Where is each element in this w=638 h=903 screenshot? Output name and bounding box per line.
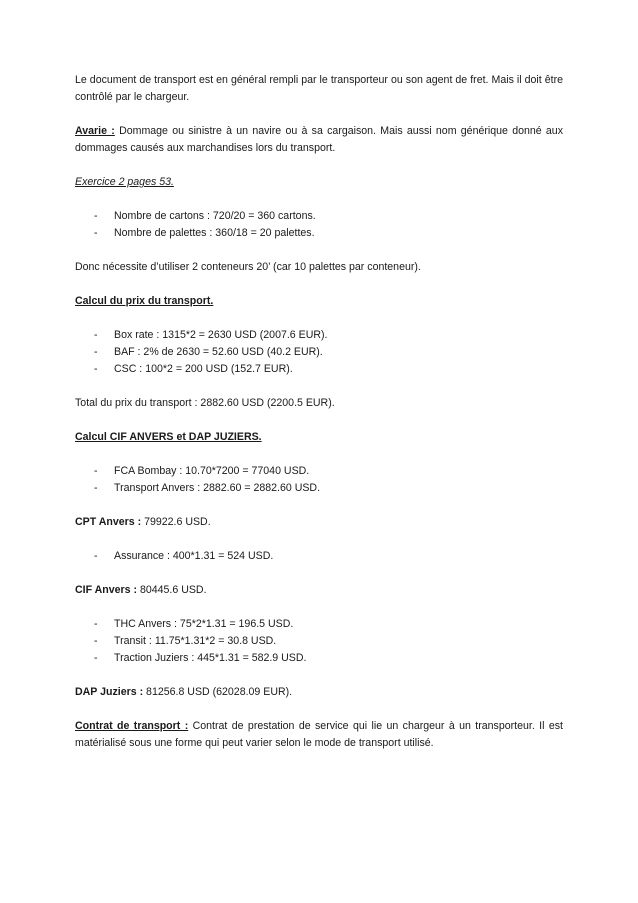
exercise-conclusion-text: Donc nécessite d’utiliser 2 conteneurs 20’ (car 10 palettes par conteneur).: [75, 261, 421, 273]
dash-bullet: -: [94, 618, 98, 630]
list-item: [94, 327, 563, 344]
cpt-line: [75, 514, 563, 531]
list-item-text: Nombre de cartons : 720/20 = 360 cartons.: [114, 210, 316, 222]
list-item: [94, 633, 563, 650]
list-item: [94, 208, 563, 225]
intro-text: Le document de transport est en général rempli par le transporteur ou son agent de fret. Mais il doit être contrôlé par le chargeur.: [75, 74, 563, 103]
section-heading: Calcul CIF ANVERS et DAP JUZIERS.: [75, 431, 262, 443]
total-text: Total du prix du transport : 2882.60 USD (2200.5 EUR).: [75, 397, 335, 409]
list-item-text: Traction Juziers : 445*1.31 = 582.9 USD.: [114, 652, 307, 664]
dash-bullet: -: [94, 227, 98, 239]
dash-bullet: -: [94, 482, 98, 494]
list-item: [94, 344, 563, 361]
list-item-text: CSC : 100*2 = 200 USD (152.7 EUR).: [114, 363, 293, 375]
dash-bullet: -: [94, 329, 98, 341]
dap-label: DAP Juziers :: [75, 686, 144, 698]
list-item-text: BAF : 2% de 2630 = 52.60 USD (40.2 EUR).: [114, 346, 323, 358]
avarie-paragraph: [75, 123, 563, 157]
list-item-text: Transport Anvers : 2882.60 = 2882.60 USD.: [114, 482, 321, 494]
cif-list: [75, 616, 563, 667]
list-item: [94, 616, 563, 633]
exercise-title-text: Exercice 2 pages 53.: [75, 176, 174, 188]
dap-line: [75, 684, 563, 701]
list-item: [94, 548, 563, 565]
contract-paragraph: [75, 718, 563, 752]
avarie-definition: Dommage ou sinistre à un navire ou à sa cargaison. Mais aussi nom générique donné aux dommages causés aux marchandises lors du transport.: [75, 125, 563, 154]
cif-dap-list: [75, 463, 563, 497]
contract-definition: Contrat de prestation de service qui lie un chargeur à un transporteur. Il est matérialisé sous une forme qui peut varier selon le mode de transport utilisé.: [75, 720, 563, 749]
list-item-text: FCA Bombay : 10.70*7200 = 77040 USD.: [114, 465, 310, 477]
list-item: [94, 225, 563, 242]
cpt-label: CPT Anvers :: [75, 516, 142, 528]
cpt-value: 79922.6 USD.: [141, 516, 211, 528]
list-item-text: THC Anvers : 75*2*1.31 = 196.5 USD.: [114, 618, 294, 630]
cpt-list: [75, 548, 563, 565]
list-item-text: Transit : 11.75*1.31*2 = 30.8 USD.: [114, 635, 277, 647]
dash-bullet: -: [94, 465, 98, 477]
document-page: [75, 72, 563, 769]
dap-value: 81256.8 USD (62028.09 EUR).: [143, 686, 293, 698]
section-heading: Calcul du prix du transport.: [75, 295, 214, 307]
exercise-title: [75, 174, 563, 191]
list-item-text: Assurance : 400*1.31 = 524 USD.: [114, 550, 274, 562]
list-item: [94, 361, 563, 378]
dash-bullet: -: [94, 363, 98, 375]
dash-bullet: -: [94, 652, 98, 664]
list-item: [94, 480, 563, 497]
transport-price-total: [75, 395, 563, 412]
list-item-text: Box rate : 1315*2 = 2630 USD (2007.6 EUR).: [114, 329, 328, 341]
dash-bullet: -: [94, 210, 98, 222]
list-item: [94, 650, 563, 667]
cif-dap-heading: [75, 429, 563, 446]
dash-bullet: -: [94, 346, 98, 358]
intro-paragraph: [75, 72, 563, 106]
cif-value: 80445.6 USD.: [137, 584, 207, 596]
dash-bullet: -: [94, 550, 98, 562]
contract-term: Contrat de transport :: [75, 720, 189, 732]
dash-bullet: -: [94, 635, 98, 647]
exercise-conclusion: [75, 259, 563, 276]
list-item: [94, 463, 563, 480]
cif-line: [75, 582, 563, 599]
avarie-term: Avarie :: [75, 125, 115, 137]
transport-price-heading: [75, 293, 563, 310]
cif-label: CIF Anvers :: [75, 584, 138, 596]
list-item-text: Nombre de palettes : 360/18 = 20 palettes.: [114, 227, 315, 239]
exercise-list: [75, 208, 563, 242]
transport-price-list: [75, 327, 563, 378]
